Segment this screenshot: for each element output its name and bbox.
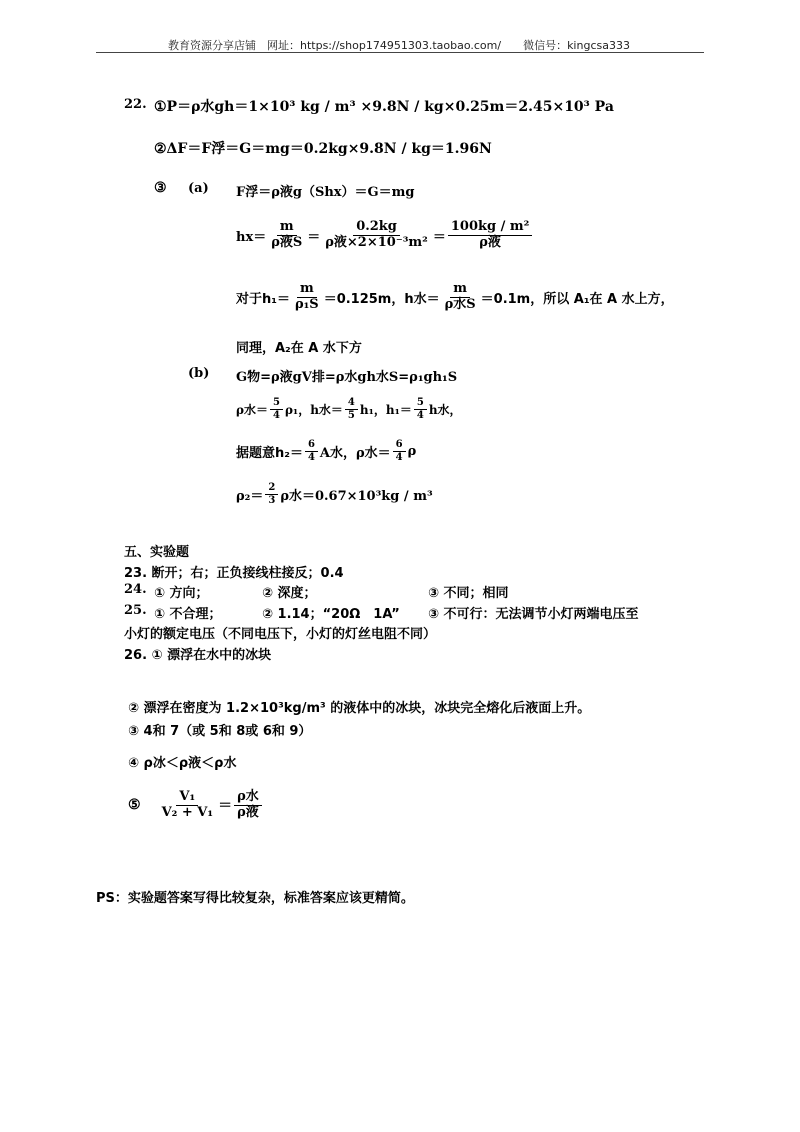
q22-mark-3: ③ bbox=[154, 180, 167, 196]
hx-eq-1: ＝ bbox=[307, 229, 321, 245]
b4-frac-num: 2 bbox=[265, 482, 278, 495]
b4-b: ρ水＝0.67×10³kg / m³ bbox=[280, 488, 433, 504]
q26-5-frac-1-den: V₂ + V₁ bbox=[161, 804, 214, 820]
compare-frac-2-den: ρ水S bbox=[444, 296, 476, 312]
section5-title: 五、实验题 bbox=[124, 545, 190, 560]
hx-frac-3-den: ρ液 bbox=[479, 234, 501, 250]
hx-frac-3-num: 100kg / m² bbox=[448, 220, 532, 236]
hx-frac-1 bbox=[268, 220, 305, 251]
b4-a: ρ₂＝ bbox=[236, 488, 264, 504]
b2-b: ρ₁，h水＝ bbox=[284, 402, 343, 417]
q22-part-b-label: (b) bbox=[188, 366, 210, 381]
q26-5-frac-2 bbox=[234, 790, 262, 821]
q25-continuation: 小灯的额定电压（不同电压下，小灯的灯丝电阻不同） bbox=[124, 627, 437, 642]
b3-frac-1-den: 4 bbox=[307, 451, 315, 463]
b2-frac-1-den: 4 bbox=[272, 409, 280, 421]
hx-frac-1-den: ρ液S bbox=[271, 234, 303, 250]
q26-5-eq: ＝ bbox=[218, 798, 233, 815]
b3-c: ρ bbox=[407, 443, 417, 459]
q26-5-mark: ⑤ bbox=[128, 797, 141, 814]
b2-frac-3-den: 4 bbox=[416, 409, 424, 421]
b3-frac-1-num: 6 bbox=[305, 439, 318, 452]
b3-frac-2-num: 6 bbox=[393, 439, 406, 452]
q26-item-5 bbox=[128, 790, 264, 821]
q26-5-frac-2-num: ρ水 bbox=[234, 790, 262, 806]
q25-number: 25. bbox=[124, 603, 147, 618]
q24-item-2: ② 深度； bbox=[262, 586, 317, 601]
q26-5-frac-2-den: ρ液 bbox=[237, 804, 259, 820]
b2-frac-2-num: 4 bbox=[345, 397, 358, 410]
b3-a: 据题意h₂＝ bbox=[236, 445, 303, 461]
q25-item-3: ③ 不可行：无法调节小灯两端电压至 bbox=[428, 607, 639, 622]
b3-frac-2 bbox=[393, 439, 406, 463]
compare-frac-1 bbox=[292, 282, 322, 313]
hx-frac-2-num: 0.2kg bbox=[353, 220, 400, 236]
b2-a: ρ水＝ bbox=[236, 402, 268, 417]
tongli-line: 同理，A₂在 A 水下方 bbox=[236, 341, 362, 356]
hx-frac-2-den: ρ液×2×10⁻³m² bbox=[325, 234, 428, 250]
hx-equation bbox=[236, 220, 534, 251]
b3-b: A水，ρ水＝ bbox=[319, 445, 391, 461]
b3-frac-1 bbox=[305, 439, 318, 463]
compare-frac-1-num: m bbox=[297, 282, 317, 298]
compare-frac-2-num: m bbox=[450, 282, 470, 298]
compare-mid: ＝0.125m，h水＝ bbox=[323, 291, 440, 307]
q26-item-3: ③ 4和 7（或 5和 8或 6和 9） bbox=[128, 724, 312, 739]
b3-frac-2-den: 4 bbox=[395, 451, 403, 463]
b2-frac-1-num: 5 bbox=[270, 397, 283, 410]
q24-number: 24. bbox=[124, 582, 147, 597]
q22-line-2: ②ΔF＝F浮＝G＝mg＝0.2kg×9.8N / kg＝1.96N bbox=[154, 141, 492, 157]
q23-answer: 23. 断开；右；正负接线柱接反；0.4 bbox=[124, 566, 344, 581]
q26-item-1: 26. ① 漂浮在水中的冰块 bbox=[124, 648, 272, 663]
compare-post: ＝0.1m，所以 A₁在 A 水上方， bbox=[480, 291, 674, 307]
b2-frac-3 bbox=[414, 397, 427, 421]
q26-5-frac-1 bbox=[159, 790, 217, 821]
hx-frac-3 bbox=[448, 220, 532, 251]
b2-frac-2-den: 5 bbox=[347, 409, 355, 421]
hx-frac-2 bbox=[322, 220, 431, 251]
page-header: 教育资源分享店铺 网址：https://shop174951303.taobao.com/ 微信号：kingcsa333 bbox=[168, 39, 630, 52]
compare-line bbox=[236, 282, 674, 313]
header-divider bbox=[96, 52, 704, 53]
q22-buoyancy-eq: F浮＝ρ液g（Shx）＝G＝mg bbox=[236, 185, 415, 200]
hx-frac-1-num: m bbox=[277, 220, 297, 236]
q26-5-frac-1-num: V₁ bbox=[176, 790, 198, 806]
hx-eq-2: ＝ bbox=[432, 229, 446, 245]
b2-frac-1 bbox=[270, 397, 283, 421]
hx-lhs: hx＝ bbox=[236, 229, 267, 245]
q26-item-4: ④ ρ冰＜ρ液＜ρ水 bbox=[128, 756, 237, 771]
q24-item-3: ③ 不同；相同 bbox=[428, 586, 509, 601]
q22-b-line-1: G物=ρ液gV排=ρ水gh水S=ρ₁gh₁S bbox=[236, 370, 458, 385]
q22-b-line-4 bbox=[236, 482, 433, 506]
compare-frac-1-den: ρ₁S bbox=[294, 296, 319, 312]
compare-pre: 对于h₁＝ bbox=[236, 291, 290, 307]
q22-b-line-3 bbox=[236, 439, 416, 463]
b4-frac bbox=[265, 482, 278, 506]
q22-part-a-label: (a) bbox=[188, 181, 209, 196]
q22-b-line-2 bbox=[236, 397, 462, 421]
b2-frac-2 bbox=[345, 397, 358, 421]
q22-number: 22. bbox=[124, 97, 147, 112]
q25-item-2: ② 1.14；“20Ω 1A” bbox=[262, 607, 400, 622]
b2-c: h₁，h₁＝ bbox=[359, 402, 412, 417]
q24-item-1: ① 方向； bbox=[154, 586, 209, 601]
ps-note: PS：实验题答案写得比较复杂，标准答案应该更精简。 bbox=[96, 891, 414, 906]
b2-frac-3-num: 5 bbox=[414, 397, 427, 410]
compare-frac-2 bbox=[442, 282, 479, 313]
b4-frac-den: 3 bbox=[268, 494, 276, 506]
q22-line-1: ①P＝ρ水gh＝1×10³ kg / m³ ×9.8N / kg×0.25m＝2.45×10³ Pa bbox=[154, 99, 614, 115]
b2-d: h水， bbox=[428, 402, 462, 417]
q25-item-1: ① 不合理； bbox=[154, 607, 222, 622]
q26-item-2: ② 漂浮在密度为 1.2×10³kg/m³ 的液体中的冰块，冰块完全熔化后液面上升。 bbox=[128, 701, 591, 716]
